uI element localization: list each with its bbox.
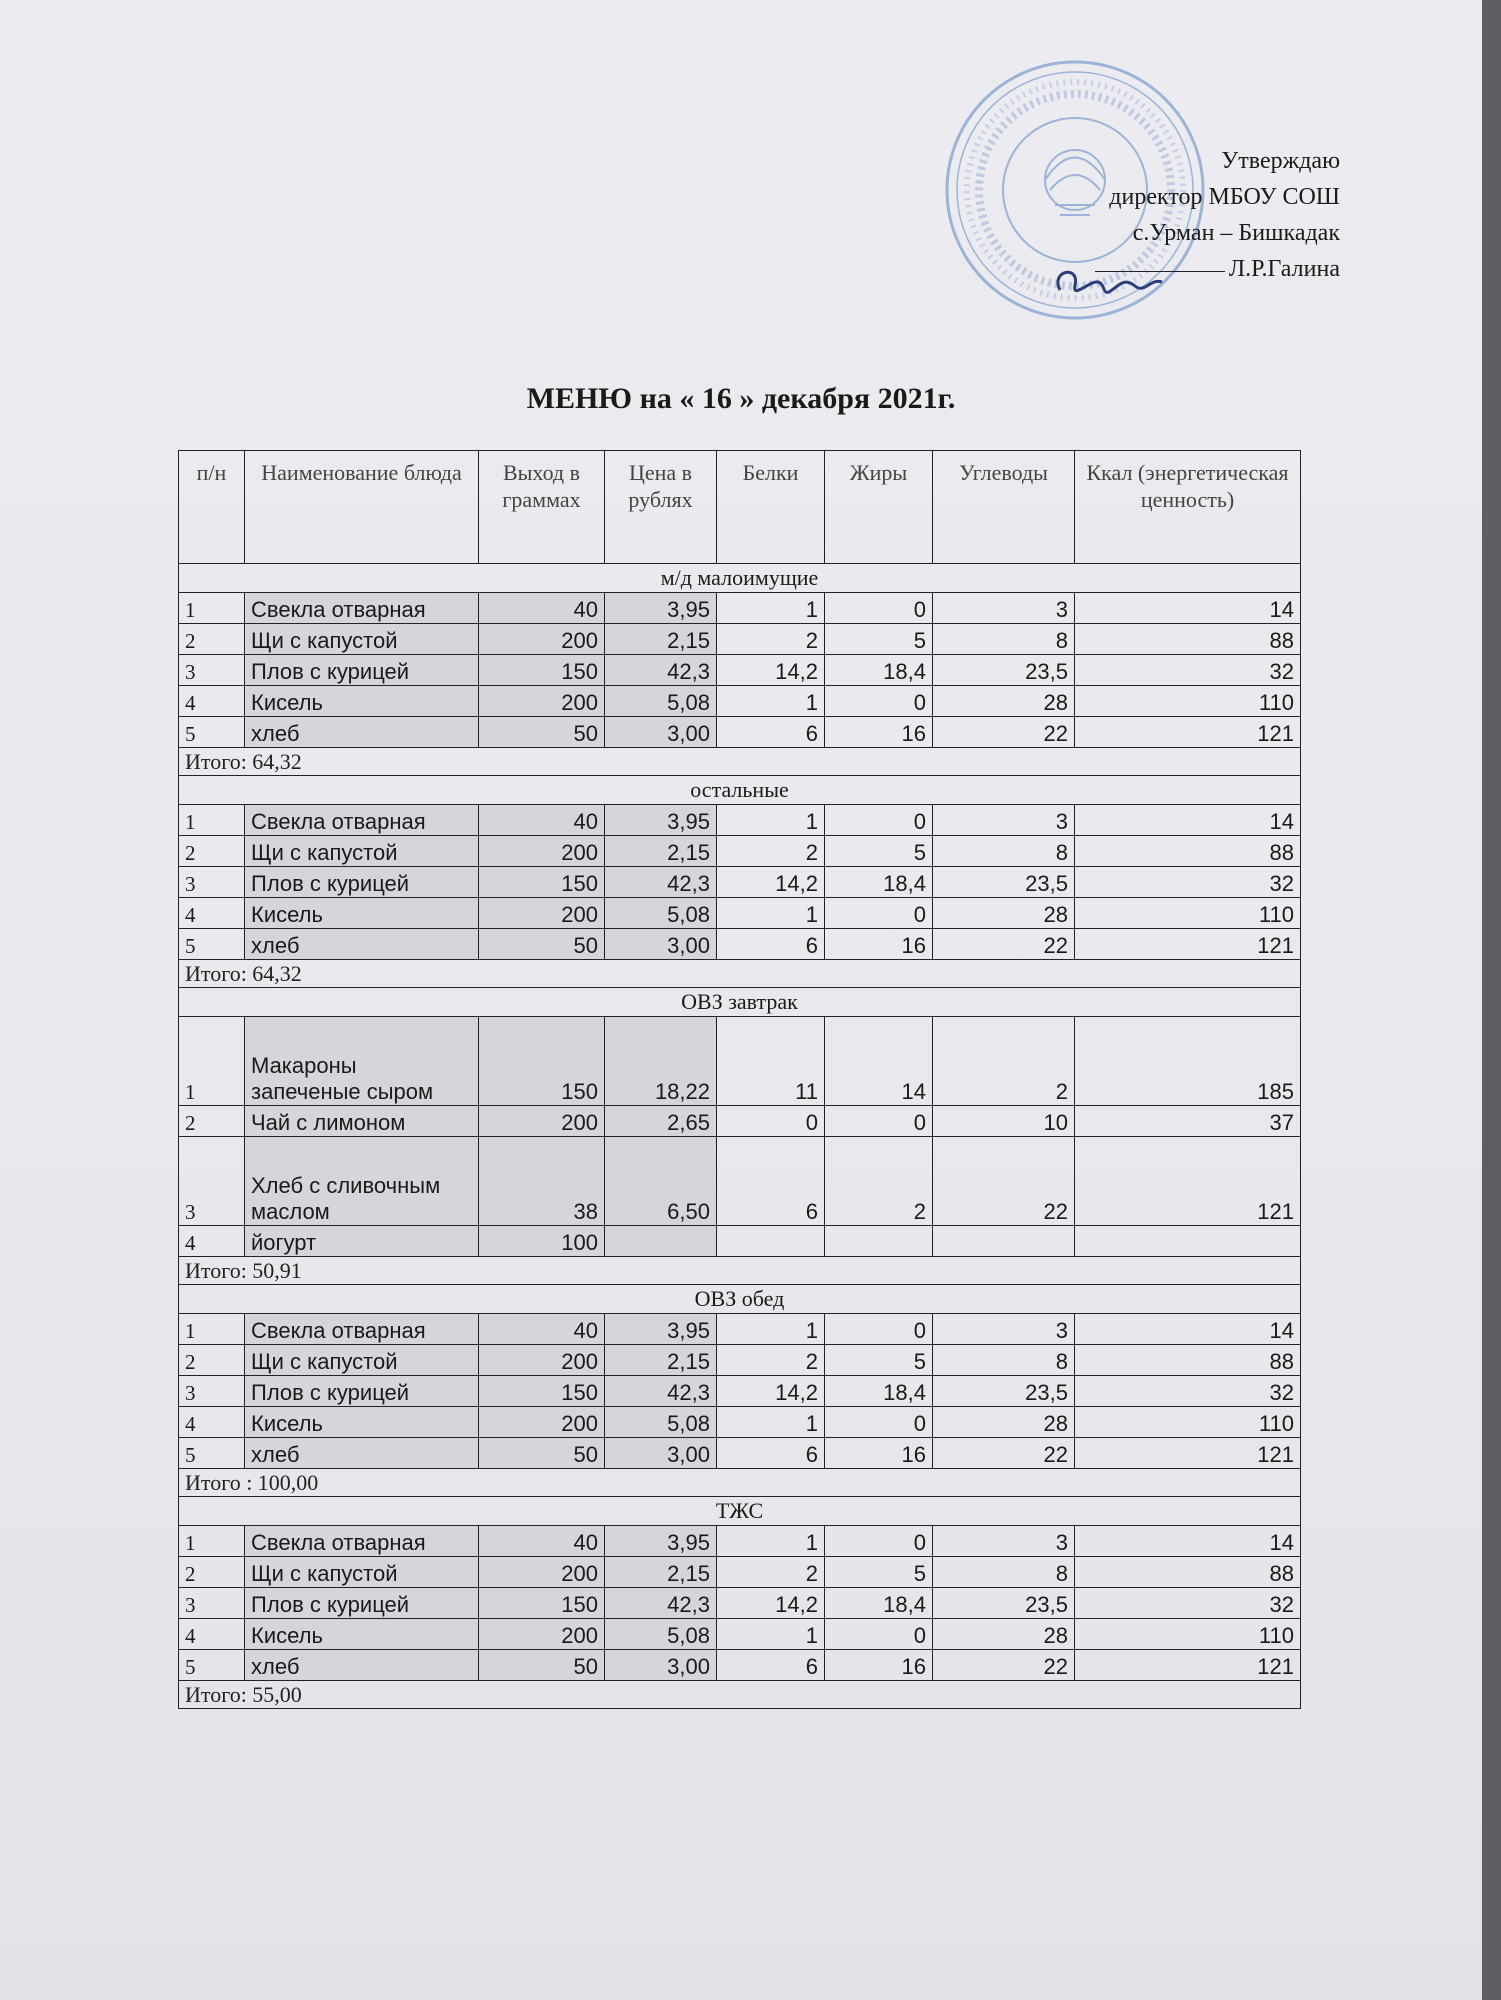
table-row [179,805,1301,836]
weight-cell: 150 [479,1376,605,1407]
fat-cell: 0 [825,593,933,624]
price-cell: 42,3 [605,867,717,898]
price-cell: 5,08 [605,686,717,717]
row-number: 2 [179,624,245,655]
kcal-cell: 121 [1075,717,1301,748]
kcal-cell: 110 [1075,686,1301,717]
price-cell: 42,3 [605,1376,717,1407]
carbs-cell: 22 [933,1650,1075,1681]
dish-name: Щи с капустой [245,624,479,655]
kcal-cell: 88 [1075,1345,1301,1376]
table-row [179,717,1301,748]
section-title: остальные [179,776,1301,805]
table-row [179,1407,1301,1438]
weight-cell: 100 [479,1226,605,1257]
carbs-cell: 3 [933,805,1075,836]
header-price: Цена в рублях [605,451,717,564]
kcal-cell: 32 [1075,1376,1301,1407]
carbs-cell: 22 [933,929,1075,960]
kcal-cell: 32 [1075,867,1301,898]
section-total-row [179,748,1301,776]
table-row [179,1376,1301,1407]
dish-name: Кисель [245,1619,479,1650]
carbs-cell: 23,5 [933,1588,1075,1619]
table-row [179,1137,1301,1226]
row-number: 4 [179,686,245,717]
carbs-cell: 8 [933,1557,1075,1588]
weight-cell: 40 [479,1314,605,1345]
signature-line [1095,270,1225,272]
dish-name: Кисель [245,686,479,717]
dish-name: Свекла отварная [245,1314,479,1345]
dish-name: хлеб [245,717,479,748]
protein-cell: 1 [717,1526,825,1557]
row-number: 1 [179,1017,245,1106]
table-row [179,1345,1301,1376]
fat-cell: 16 [825,1650,933,1681]
page-title: МЕНЮ на « 16 » декабря 2021г. [526,382,956,415]
dish-name: Свекла отварная [245,805,479,836]
protein-cell: 2 [717,1557,825,1588]
dish-name: Чай с лимоном [245,1106,479,1137]
weight-cell: 40 [479,593,605,624]
table-row [179,1314,1301,1345]
row-number: 2 [179,1345,245,1376]
price-cell: 2,65 [605,1106,717,1137]
fat-cell: 18,4 [825,655,933,686]
section-total-row [179,960,1301,988]
weight-cell: 200 [479,624,605,655]
dish-name: Плов с курицей [245,655,479,686]
price-cell: 5,08 [605,1619,717,1650]
price-cell: 3,95 [605,1526,717,1557]
carbs-cell: 10 [933,1106,1075,1137]
fat-cell: 0 [825,1314,933,1345]
table-row [179,898,1301,929]
kcal-cell: 88 [1075,836,1301,867]
approval-line-3: с.Урман – Бишкадак [1132,220,1340,246]
price-cell: 42,3 [605,1588,717,1619]
row-number: 4 [179,1226,245,1257]
kcal-cell: 32 [1075,655,1301,686]
approval-line-2: директор МБОУ СОШ [1109,184,1340,210]
kcal-cell: 110 [1075,1407,1301,1438]
carbs-cell: 23,5 [933,1376,1075,1407]
row-number: 5 [179,1650,245,1681]
weight-cell: 50 [479,929,605,960]
carbs-cell: 28 [933,898,1075,929]
table-row [179,686,1301,717]
section-header-row [179,1285,1301,1314]
dish-name: Макароны запеченые сыром [245,1017,479,1106]
protein-cell [717,1226,825,1257]
carbs-cell: 3 [933,593,1075,624]
carbs-cell: 8 [933,1345,1075,1376]
protein-cell: 1 [717,1314,825,1345]
table-row [179,593,1301,624]
dish-name: хлеб [245,1650,479,1681]
section-total-row [179,1257,1301,1285]
kcal-cell: 185 [1075,1017,1301,1106]
weight-cell: 200 [479,898,605,929]
protein-cell: 0 [717,1106,825,1137]
carbs-cell: 8 [933,624,1075,655]
weight-cell: 200 [479,1106,605,1137]
section-total: Итого : 100,00 [179,1469,1301,1497]
row-number: 1 [179,1314,245,1345]
price-cell: 3,95 [605,1314,717,1345]
fat-cell: 5 [825,1345,933,1376]
menu-table [178,450,1301,1709]
protein-cell: 6 [717,929,825,960]
section-header-row [179,988,1301,1017]
weight-cell: 200 [479,686,605,717]
weight-cell: 150 [479,867,605,898]
kcal-cell: 121 [1075,929,1301,960]
price-cell: 5,08 [605,1407,717,1438]
fat-cell: 16 [825,929,933,960]
section-title: ОВЗ завтрак [179,988,1301,1017]
protein-cell: 11 [717,1017,825,1106]
weight-cell: 50 [479,1650,605,1681]
price-cell: 3,00 [605,1650,717,1681]
table-row [179,1557,1301,1588]
carbs-cell: 22 [933,1137,1075,1226]
fat-cell: 0 [825,1106,933,1137]
weight-cell: 200 [479,1619,605,1650]
fat-cell: 18,4 [825,1588,933,1619]
dish-name: хлеб [245,929,479,960]
row-number: 4 [179,898,245,929]
kcal-cell: 14 [1075,593,1301,624]
kcal-cell: 88 [1075,624,1301,655]
fat-cell [825,1226,933,1257]
protein-cell: 6 [717,1438,825,1469]
weight-cell: 200 [479,1557,605,1588]
section-total-row [179,1681,1301,1709]
weight-cell: 150 [479,1588,605,1619]
price-cell: 3,95 [605,593,717,624]
protein-cell: 1 [717,805,825,836]
price-cell: 3,95 [605,805,717,836]
fat-cell: 0 [825,1407,933,1438]
weight-cell: 40 [479,805,605,836]
fat-cell: 0 [825,686,933,717]
row-number: 3 [179,655,245,686]
price-cell: 3,00 [605,717,717,748]
row-number: 3 [179,1588,245,1619]
dish-name: Щи с капустой [245,836,479,867]
kcal-cell: 121 [1075,1650,1301,1681]
dish-name: хлеб [245,1438,479,1469]
carbs-cell: 28 [933,1407,1075,1438]
header-weight: Выход в граммах [479,451,605,564]
row-number: 4 [179,1619,245,1650]
section-header-row [179,1497,1301,1526]
header-no: п/н [179,451,245,564]
carbs-cell [933,1226,1075,1257]
protein-cell: 6 [717,1137,825,1226]
table-row [179,929,1301,960]
row-number: 1 [179,1526,245,1557]
protein-cell: 14,2 [717,1376,825,1407]
kcal-cell: 32 [1075,1588,1301,1619]
table-row [179,1526,1301,1557]
row-number: 5 [179,1438,245,1469]
fat-cell: 16 [825,717,933,748]
weight-cell: 50 [479,717,605,748]
table-row [179,1650,1301,1681]
approval-block [1095,143,1340,287]
price-cell: 3,00 [605,1438,717,1469]
fat-cell: 5 [825,624,933,655]
weight-cell: 150 [479,655,605,686]
row-number: 5 [179,929,245,960]
section-total: Итого: 64,32 [179,960,1301,988]
row-number: 2 [179,1106,245,1137]
row-number: 5 [179,717,245,748]
section-total: Итого: 64,32 [179,748,1301,776]
dish-name: Плов с курицей [245,1588,479,1619]
fat-cell: 18,4 [825,1376,933,1407]
protein-cell: 1 [717,898,825,929]
weight-cell: 200 [479,836,605,867]
dish-name: Щи с капустой [245,1345,479,1376]
section-header-row [179,776,1301,805]
dish-name: Свекла отварная [245,593,479,624]
carbs-cell: 2 [933,1017,1075,1106]
fat-cell: 18,4 [825,867,933,898]
row-number: 4 [179,1407,245,1438]
carbs-cell: 23,5 [933,867,1075,898]
header-kcal: Ккал (энергетическая ценность) [1075,451,1301,564]
table-row [179,1588,1301,1619]
header-fat: Жиры [825,451,933,564]
table-row [179,1106,1301,1137]
protein-cell: 1 [717,1407,825,1438]
kcal-cell: 37 [1075,1106,1301,1137]
row-number: 3 [179,1376,245,1407]
table-row [179,655,1301,686]
dish-name: Кисель [245,1407,479,1438]
protein-cell: 2 [717,624,825,655]
fat-cell: 0 [825,1526,933,1557]
carbs-cell: 8 [933,836,1075,867]
protein-cell: 14,2 [717,1588,825,1619]
fat-cell: 5 [825,1557,933,1588]
kcal-cell: 14 [1075,1526,1301,1557]
kcal-cell: 14 [1075,805,1301,836]
dish-name: Свекла отварная [245,1526,479,1557]
carbs-cell: 23,5 [933,655,1075,686]
weight-cell: 40 [479,1526,605,1557]
price-cell: 6,50 [605,1137,717,1226]
protein-cell: 14,2 [717,867,825,898]
fat-cell: 16 [825,1438,933,1469]
kcal-cell [1075,1226,1301,1257]
table-row [179,867,1301,898]
dish-name: йогурт [245,1226,479,1257]
approval-line-4 [1095,251,1340,287]
weight-cell: 50 [479,1438,605,1469]
weight-cell: 200 [479,1407,605,1438]
dish-name: Плов с курицей [245,867,479,898]
row-number: 3 [179,1137,245,1226]
table-row [179,1226,1301,1257]
protein-cell: 6 [717,717,825,748]
row-number: 2 [179,836,245,867]
header-carbs: Углеводы [933,451,1075,564]
weight-cell: 200 [479,1345,605,1376]
carbs-cell: 22 [933,717,1075,748]
kcal-cell: 110 [1075,1619,1301,1650]
protein-cell: 2 [717,1345,825,1376]
section-header-row [179,564,1301,593]
header-protein: Белки [717,451,825,564]
approval-line-1: Утверждаю [1221,148,1340,174]
dish-name: Плов с курицей [245,1376,479,1407]
protein-cell: 1 [717,593,825,624]
table-header-row [179,451,1301,564]
kcal-cell: 14 [1075,1314,1301,1345]
fat-cell: 2 [825,1137,933,1226]
row-number: 2 [179,1557,245,1588]
protein-cell: 6 [717,1650,825,1681]
carbs-cell: 3 [933,1526,1075,1557]
table-row [179,1619,1301,1650]
carbs-cell: 22 [933,1438,1075,1469]
header-name: Наименование блюда [245,451,479,564]
fat-cell: 0 [825,805,933,836]
kcal-cell: 88 [1075,1557,1301,1588]
price-cell: 18,22 [605,1017,717,1106]
weight-cell: 150 [479,1017,605,1106]
row-number: 1 [179,805,245,836]
section-total: Итого: 50,91 [179,1257,1301,1285]
price-cell: 2,15 [605,836,717,867]
fat-cell: 14 [825,1017,933,1106]
fat-cell: 0 [825,1619,933,1650]
protein-cell: 14,2 [717,655,825,686]
price-cell: 5,08 [605,898,717,929]
section-title: ТЖС [179,1497,1301,1526]
carbs-cell: 28 [933,686,1075,717]
row-number: 3 [179,867,245,898]
kcal-cell: 110 [1075,898,1301,929]
table-row [179,836,1301,867]
row-number: 1 [179,593,245,624]
table-row [179,1017,1301,1106]
dish-name: Щи с капустой [245,1557,479,1588]
director-name: Л.Р.Галина [1228,256,1340,282]
carbs-cell: 28 [933,1619,1075,1650]
price-cell: 42,3 [605,655,717,686]
fat-cell: 5 [825,836,933,867]
fat-cell: 0 [825,898,933,929]
price-cell: 3,00 [605,929,717,960]
section-total: Итого: 55,00 [179,1681,1301,1709]
price-cell: 2,15 [605,1345,717,1376]
dish-name: Хлеб с сливочным маслом [245,1137,479,1226]
kcal-cell: 121 [1075,1137,1301,1226]
menu-table-body [179,564,1301,1709]
section-title: ОВЗ обед [179,1285,1301,1314]
protein-cell: 2 [717,836,825,867]
kcal-cell: 121 [1075,1438,1301,1469]
table-row [179,1438,1301,1469]
section-title: м/д малоимущие [179,564,1301,593]
protein-cell: 1 [717,686,825,717]
table-row [179,624,1301,655]
protein-cell: 1 [717,1619,825,1650]
carbs-cell: 3 [933,1314,1075,1345]
section-total-row [179,1469,1301,1497]
price-cell [605,1226,717,1257]
price-cell: 2,15 [605,624,717,655]
dish-name: Кисель [245,898,479,929]
weight-cell: 38 [479,1137,605,1226]
price-cell: 2,15 [605,1557,717,1588]
